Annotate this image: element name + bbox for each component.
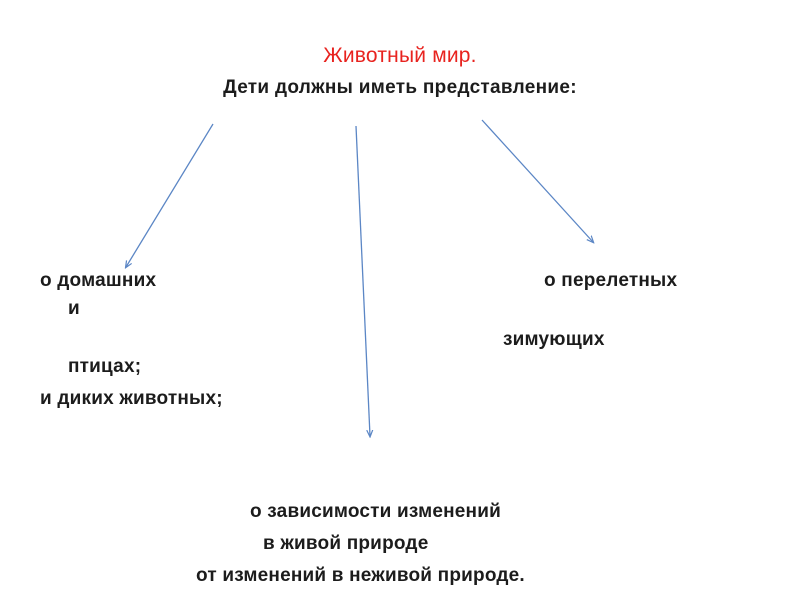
arrow-right bbox=[482, 120, 593, 242]
left-line-3: птицах; bbox=[68, 356, 142, 377]
slide-subtitle: Дети должны иметь представление: bbox=[223, 77, 577, 98]
left-line-1: о домашних bbox=[40, 270, 157, 291]
left-line-4: и диких животных; bbox=[40, 388, 223, 409]
left-line-2: и bbox=[68, 298, 80, 319]
bottom-line-1: о зависимости изменений bbox=[250, 501, 501, 522]
bottom-line-2: в живой природе bbox=[263, 533, 429, 554]
right-line-2: зимующих bbox=[503, 329, 605, 350]
bottom-line-3: от изменений в неживой природе. bbox=[196, 565, 525, 586]
slide-title: Животный мир. bbox=[323, 44, 477, 67]
arrow-left bbox=[126, 124, 213, 267]
arrow-center bbox=[356, 126, 370, 436]
right-line-1: о перелетных bbox=[544, 270, 678, 291]
